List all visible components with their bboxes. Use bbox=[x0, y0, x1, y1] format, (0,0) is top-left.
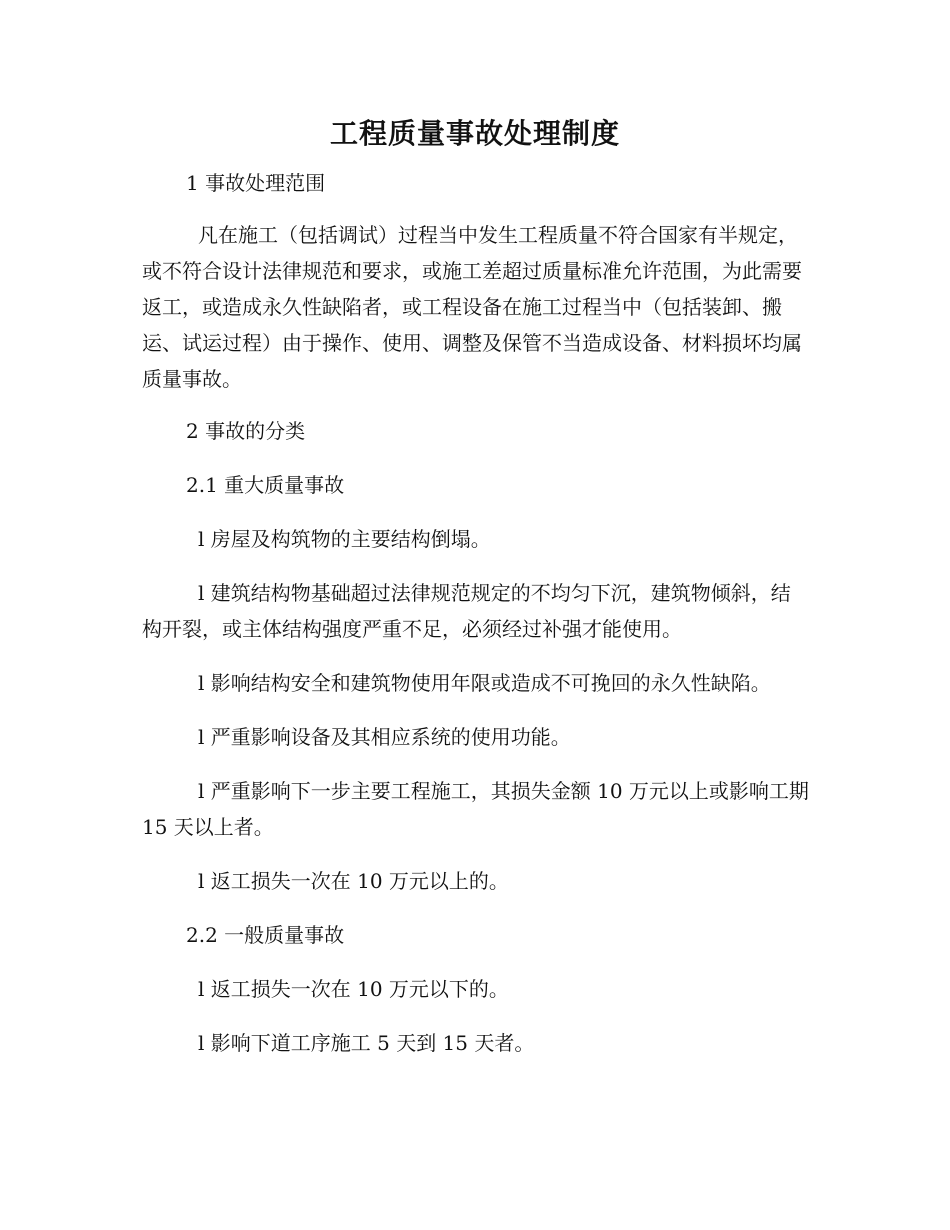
list-item: l 严重影响下一步主要工程施工，其损失金额 10 万元以上或影响工期 15 天以上者。 bbox=[142, 779, 809, 839]
section-2-2-heading: 2.2 一般质量事故 bbox=[186, 923, 345, 947]
list-item: l 返工损失一次在 10 万元以上的。 bbox=[198, 869, 509, 893]
section-2-heading: 2 事故的分类 bbox=[186, 419, 306, 443]
document-title: 工程质量事故处理制度 bbox=[329, 117, 620, 150]
document-body bbox=[142, 165, 810, 1061]
list-item: l 严重影响设备及其相应系统的使用功能。 bbox=[198, 725, 571, 749]
list-item: l 建筑结构物基础超过法律规范规定的不均匀下沉，建筑物倾斜，结构开裂，或主体结构强度严重不足，必须经过补强才能使用。 bbox=[142, 581, 791, 641]
section-2-1-heading: 2.1 重大质量事故 bbox=[186, 473, 345, 497]
list-item: l 影响下道工序施工 5 天到 15 天者。 bbox=[198, 1031, 535, 1055]
list-item: l 房屋及构筑物的主要结构倒塌。 bbox=[198, 527, 491, 551]
section-1-heading: 1 事故处理范围 bbox=[186, 171, 326, 195]
list-item: l 影响结构安全和建筑物使用年限或造成不可挽回的永久性缺陷。 bbox=[198, 671, 771, 695]
list-item: l 返工损失一次在 10 万元以下的。 bbox=[198, 977, 509, 1001]
section-1-paragraph: 凡在施工（包括调试）过程当中发生工程质量不符合国家有半规定，或不符合设计法律规范和要求，或施工差超过质量标准允许范围，为此需要返工，或造成永久性缺陷者，或工程设备在施工过程当中（包括装卸、搬运、试运过程）由于操作、使用、调整及保管不当造成设备、材料损坏均属质量事故。 bbox=[142, 223, 802, 391]
